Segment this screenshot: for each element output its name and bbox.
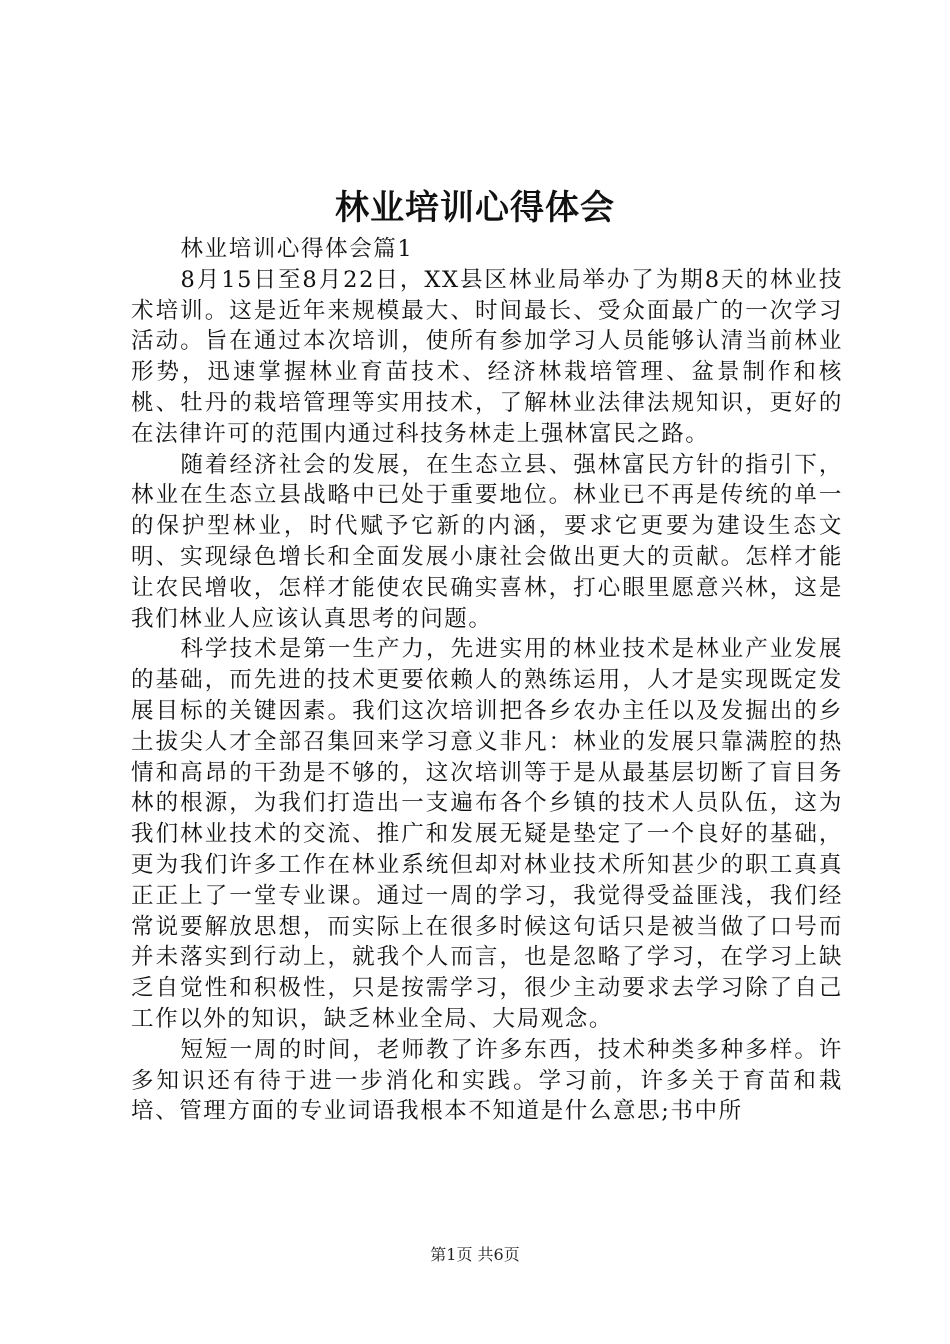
page-number-footer: 第1页 共6页 xyxy=(430,1245,520,1264)
document-body xyxy=(131,234,843,1127)
document-title: 林业培训心得体会 xyxy=(335,188,615,228)
paragraph-1: 8月15日至8月22日，XX县区林业局举办了为期8天的林业技术培训。这是近年来规模最大、时间最长、受众面最广的一次学习活动。旨在通过本次培训，使所有参加学习人员能够认清当前林业形势，迅速掌握林业育苗技术、经济林栽培管理、盆景制作和核桃、牡丹的栽培管理等实用技术，了解林业法律法规知识，更好的在法律许可的范围内通过科技务林走上强林富民之路。 xyxy=(131,266,843,447)
paragraph-4: 短短一周的时间，老师教了许多东西，技术种类多种多样。许多知识还有待于进一步消化和实践。学习前，许多关于育苗和栽培、管理方面的专业词语我根本不知道是什么意思;书中所 xyxy=(131,1036,843,1125)
section-subheading: 林业培训心得体会篇1 xyxy=(180,236,414,262)
paragraph-2: 随着经济社会的发展，在生态立县、强林富民方针的指引下，林业在生态立县战略中已处于重要地位。林业已不再是传统的单一的保护型林业，时代赋予它新的内涵，要求它更要为建设生态文明、实现绿色增长和全面发展小康社会做出更大的贡献。怎样才能让农民增收，怎样才能使农民确实喜林，打心眼里愿意兴林，这是我们林业人应该认真思考的问题。 xyxy=(131,451,843,632)
paragraph-3: 科学技术是第一生产力，先进实用的林业技术是林业产业发展的基础，而先进的技术更要依赖人的熟练运用，人才是实现既定发展目标的关键因素。我们这次培训把各乡农办主任以及发掘出的乡土拔尖人才全部召集回来学习意义非凡：林业的发展只靠满腔的热情和高昂的干劲是不够的，这次培训等于是从最基层切断了盲目务林的根源，为我们打造出一支遍布各个乡镇的技术人员队伍，这为我们林业技术的交流、推广和发展无疑是垫定了一个良好的基础，更为我们许多工作在林业系统但却对林业技术所知甚少的职工真真正正上了一堂专业课。通过一周的学习，我觉得受益匪浅，我们经常说要解放思想，而实际上在很多时候这句话只是被当做了口号而并未落实到行动上，就我个人而言，也是忽略了学习，在学习上缺乏自觉性和积极性，只是按需学习，很少主动要求去学习除了自己工作以外的知识，缺乏林业全局、大局观念。 xyxy=(131,636,843,1032)
